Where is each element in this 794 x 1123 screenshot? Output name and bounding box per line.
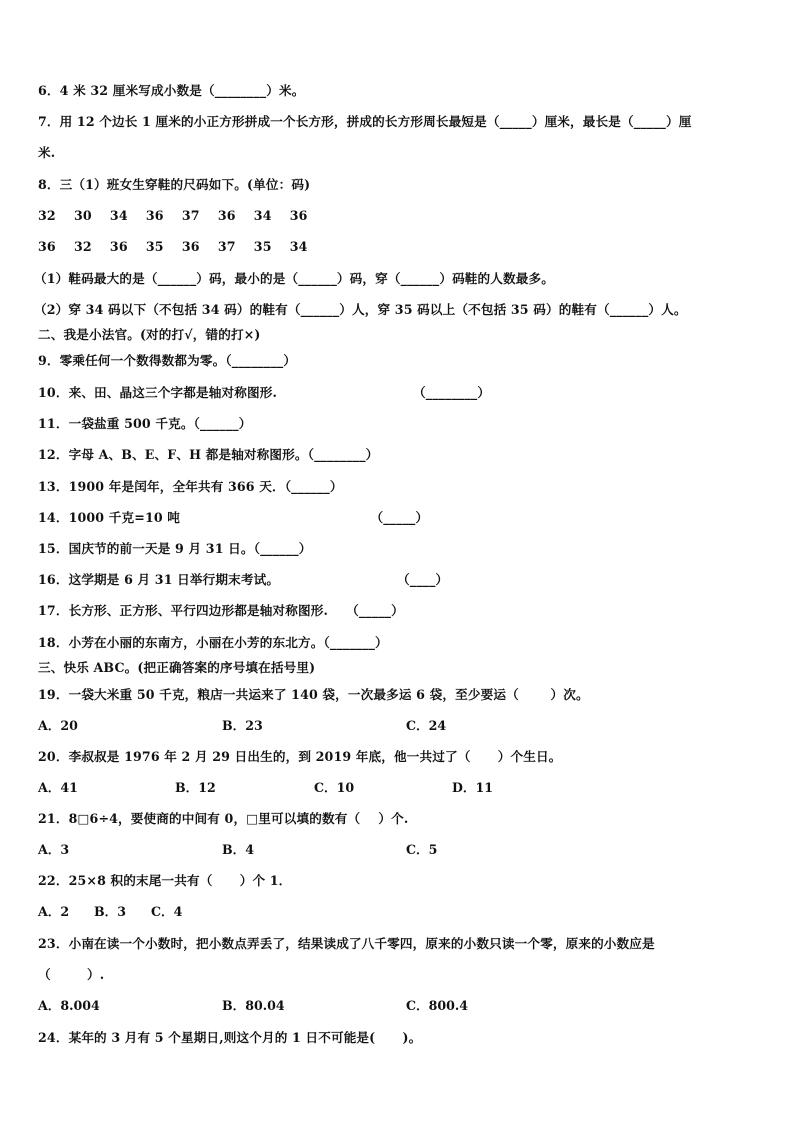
question-23-line1: 23．小南在读一个小数时，把小数点弄丢了，结果读成了八千零四，原来的小数只读一个零，原来的小数应是 xyxy=(38,936,655,951)
q19-option-a: A．20 xyxy=(38,718,78,733)
question-9: 9．零乘任何一个数得数都为零。（________） xyxy=(38,353,297,368)
q20-option-d: D．11 xyxy=(452,780,494,795)
q23-option-c: C．800.4 xyxy=(406,998,469,1013)
q21-option-b: B．4 xyxy=(222,842,255,857)
question-22: 22．25×8 积的末尾一共有（ ）个 1． xyxy=(38,873,292,888)
q23-option-b: B．80.04 xyxy=(222,998,285,1013)
section-2-heading: 二、我是小法官。(对的打√，错的打×) xyxy=(38,327,261,342)
q22-option-b: B．3 xyxy=(94,904,127,919)
q22-option-c: C．4 xyxy=(151,904,183,919)
q21-option-c: C．5 xyxy=(406,842,438,857)
question-11: 11．一袋盐重 500 千克。（______） xyxy=(38,416,252,431)
q20-option-c: C．10 xyxy=(314,780,355,795)
question-21: 21．8□6÷4，要使商的中间有 0，□里可以填的数有（ ）个. xyxy=(38,811,409,826)
question-14: 14．1000 千克=10 吨 （_____） xyxy=(38,510,429,525)
question-7-line1: 7．用 12 个边长 1 厘米的小正方形拼成一个长方形，拼成的长方形周长最短是（_____）厘米，最长是（_____）厘 xyxy=(38,114,692,129)
q19-option-c: C．24 xyxy=(406,718,447,733)
question-15: 15．国庆节的前一天是 9 月 31 日。（______） xyxy=(38,541,312,556)
question-13: 13．1900 年是闰年，全年共有 366 天．（______） xyxy=(38,479,343,494)
question-23-line2: （ ）. xyxy=(38,967,105,982)
q20-option-b: B．12 xyxy=(175,780,216,795)
q19-option-b: B．23 xyxy=(222,718,263,733)
question-24: 24．某年的 3 月有 5 个星期日,则这个月的 1 日不可能是( )。 xyxy=(38,1030,422,1045)
q21-option-a: A．3 xyxy=(38,842,70,857)
question-20: 20．李叔叔是 1976 年 2 月 29 日出生的，到 2019 年底，他一共过了（ ）个生日。 xyxy=(38,749,562,764)
question-8-part-2: （2）穿 34 码以下（不包括 34 码）的鞋有（______）人，穿 35 码以上（不包括 35 码）的鞋有（______）人。 xyxy=(34,302,687,317)
question-10: 10．来、田、晶这三个字都是轴对称图形. （________） xyxy=(38,385,491,400)
q20-option-a: A．41 xyxy=(38,780,78,795)
question-17: 17．长方形、正方形、平行四边形都是轴对称图形. （_____） xyxy=(38,603,404,618)
question-8: 8．三（1）班女生穿鞋的尺码如下。(单位：码) xyxy=(38,177,311,192)
q22-option-a: A．2 xyxy=(38,904,70,919)
question-12: 12．字母 A、B、E、F、H 都是轴对称图形。（________） xyxy=(38,447,379,462)
shoe-sizes-row-1: 32 30 34 36 37 36 34 36 xyxy=(38,208,308,223)
question-16: 16．这学期是 6 月 31 日举行期末考试。 （____） xyxy=(38,572,449,587)
shoe-sizes-row-2: 36 32 36 35 36 37 35 34 xyxy=(38,239,308,254)
question-18: 18．小芳在小丽的东南方，小丽在小芳的东北方。（_______） xyxy=(38,635,388,650)
section-3-heading: 三、快乐 ABC。(把正确答案的序号填在括号里) xyxy=(38,660,316,675)
question-7-line2: 米. xyxy=(38,145,56,160)
question-6: 6．4 米 32 厘米写成小数是（________）米。 xyxy=(38,83,305,98)
q23-option-a: A．8.004 xyxy=(38,998,100,1013)
question-8-part-1: （1）鞋码最大的是（______）码，最小的是（______）码，穿（______）码鞋的人数最多。 xyxy=(34,271,555,286)
question-19: 19．一袋大米重 50 千克，粮店一共运来了 140 袋，一次最多运 6 袋，至少要运（ ）次。 xyxy=(38,687,589,702)
